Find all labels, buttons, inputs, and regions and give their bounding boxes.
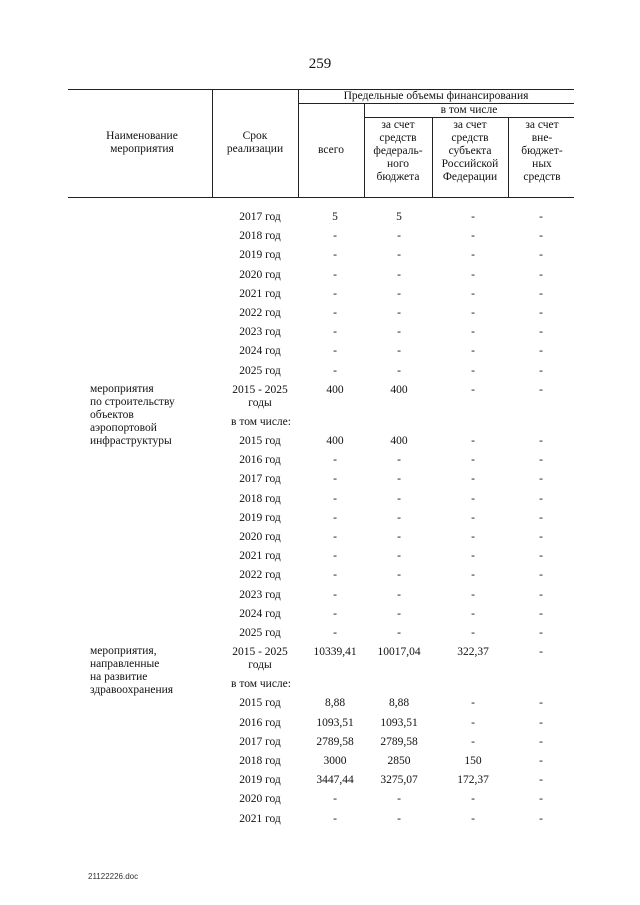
value-total: - [333, 550, 337, 563]
year-label: 2021 год [239, 812, 281, 825]
value-total: - [333, 249, 337, 262]
value-extra: - [539, 211, 543, 223]
value-extra: - [539, 268, 543, 281]
value-fed: - [397, 364, 401, 377]
value-extra: - [539, 588, 543, 601]
value-total: - [333, 607, 337, 620]
year-label: 2020 год [239, 268, 281, 281]
col-divider-fed [432, 117, 433, 197]
value-extra: - [539, 627, 543, 639]
header-period-col [214, 130, 296, 156]
measure-name-line: мероприятия, [90, 645, 157, 658]
measure-name-line: объектов [90, 408, 134, 421]
header-fed-line: средств [379, 132, 417, 144]
period-total-fed: 400 [390, 383, 408, 396]
value-extra: - [539, 345, 543, 358]
value-fed: 2789,58 [380, 735, 418, 748]
value-extra: - [539, 697, 543, 710]
value-fed: - [397, 230, 401, 243]
year-label: 2018 год [239, 755, 281, 767]
value-extra: - [539, 326, 543, 339]
value-extra: - [539, 607, 543, 620]
value-fed: - [397, 492, 401, 505]
year-label: 2018 год [239, 492, 281, 505]
value-total: - [333, 511, 337, 524]
header-fed-line: федераль- [373, 145, 423, 157]
value-fed: - [397, 249, 401, 262]
value-total: - [333, 287, 337, 300]
year-label: 2015 год [239, 697, 281, 710]
value-fed: - [397, 326, 401, 339]
value-subj: - [471, 716, 475, 729]
measure-name-line: по строительству [90, 395, 175, 408]
including-rule [364, 117, 574, 118]
value-total: 3447,44 [316, 774, 354, 787]
year-label: 2023 год [239, 588, 281, 601]
value-fed: - [397, 607, 401, 620]
value-total: 1093,51 [316, 716, 354, 729]
measure-name-line: здравоохранения [90, 684, 174, 697]
value-extra: - [539, 435, 543, 447]
header-total-col: всего [318, 144, 344, 156]
value-subj: - [471, 531, 475, 543]
value-fed: 400 [390, 435, 408, 447]
year-label: 2024 год [239, 607, 281, 620]
header-subj-line: Российской [441, 158, 499, 170]
value-fed: - [397, 627, 401, 639]
value-subj: - [471, 569, 475, 582]
year-label: 2020 год [239, 793, 281, 806]
value-total: 8,88 [324, 697, 346, 710]
year-label: 2018 год [239, 230, 281, 243]
year-label: 2020 год [239, 531, 281, 543]
value-fed: - [397, 307, 401, 319]
value-subj: 172,37 [457, 774, 489, 787]
value-total: - [333, 473, 337, 486]
document-filename: 21122226.doc [88, 872, 139, 881]
value-extra: - [539, 716, 543, 729]
value-extra: - [539, 511, 543, 524]
header-name-col [80, 130, 204, 156]
value-extra: - [539, 287, 543, 300]
value-extra: - [539, 531, 543, 543]
value-extra: - [539, 473, 543, 486]
year-label: 2021 год [239, 287, 281, 300]
value-subj: - [471, 735, 475, 748]
value-subj: - [471, 627, 475, 639]
value-subj: - [471, 249, 475, 262]
year-label: 2017 год [239, 735, 281, 748]
value-subj: - [471, 268, 475, 281]
value-extra: - [539, 755, 543, 767]
value-extra: - [539, 735, 543, 748]
header-name-line: мероприятия [110, 143, 174, 155]
value-fed: - [397, 345, 401, 358]
value-extra: - [539, 793, 543, 806]
value-fed: 2850 [387, 755, 411, 767]
year-label: 2016 год [239, 454, 281, 467]
header-limits-title: Предельные объемы финансирования [343, 90, 529, 102]
header-extra-line: за счет [525, 119, 559, 131]
header-extra-line: бюджет- [521, 145, 563, 157]
value-extra: - [539, 492, 543, 505]
value-fed: - [397, 550, 401, 563]
period-total-subj: 322,37 [457, 646, 489, 659]
header-subj-col [434, 119, 506, 184]
measure-name-line: направленные [90, 658, 160, 671]
year-label: 2016 год [239, 716, 281, 729]
value-subj: - [471, 588, 475, 601]
header-name-line: Наименование [106, 130, 178, 142]
value-total: - [333, 364, 337, 377]
value-subj: - [471, 607, 475, 620]
period-total-fed: 10017,04 [377, 646, 421, 659]
value-total: - [333, 345, 337, 358]
header-period-line: Срок [242, 130, 268, 142]
value-extra: - [539, 774, 543, 787]
measure-name-line: аэропортовой [90, 421, 157, 434]
col-divider-total [364, 103, 365, 197]
header-including: в том числе [440, 104, 498, 116]
value-fed: - [397, 511, 401, 524]
period-range-unit: годы [248, 659, 272, 672]
value-fed: - [397, 812, 401, 825]
value-fed: - [397, 454, 401, 467]
value-total: - [333, 307, 337, 319]
value-total: - [333, 793, 337, 806]
header-extra-col [510, 119, 574, 184]
year-label: 2015 год [239, 435, 281, 447]
header-extra-line: средств [523, 171, 561, 183]
measure-name [90, 645, 220, 697]
value-extra: - [539, 550, 543, 563]
value-extra: - [539, 454, 543, 467]
value-fed: - [397, 793, 401, 806]
value-subj: - [471, 697, 475, 710]
value-subj: 150 [464, 755, 482, 767]
including-label: в том числе: [231, 415, 291, 428]
value-total: - [333, 569, 337, 582]
value-total: 400 [326, 435, 344, 447]
value-subj: - [471, 326, 475, 339]
header-fed-col [366, 119, 430, 184]
value-total: 3000 [323, 755, 347, 767]
value-fed: 5 [396, 211, 402, 223]
value-extra: - [539, 569, 543, 582]
page-number: 259 [308, 56, 332, 72]
period-total-total: 10339,41 [313, 646, 357, 659]
value-total: - [333, 454, 337, 467]
value-fed: - [397, 531, 401, 543]
value-subj: - [471, 364, 475, 377]
year-label: 2017 год [239, 473, 281, 486]
value-fed: - [397, 473, 401, 486]
measure-name-line: на развитие [90, 671, 148, 684]
value-fed: - [397, 569, 401, 582]
period-range-unit: годы [248, 396, 272, 409]
header-extra-line: ных [532, 158, 552, 170]
header-fed-line: за счет [381, 119, 415, 131]
year-label: 2021 год [239, 550, 281, 563]
period-range: 2015 - 2025 [232, 383, 288, 396]
header-period-line: реализации [226, 143, 284, 155]
value-fed: 3275,07 [380, 774, 418, 787]
including-label: в том числе: [231, 678, 291, 691]
value-total: - [333, 230, 337, 243]
value-total: - [333, 812, 337, 825]
value-subj: - [471, 287, 475, 300]
value-total: 5 [332, 211, 338, 223]
value-extra: - [539, 230, 543, 243]
value-total: 2789,58 [316, 735, 354, 748]
header-fed-line: ного [386, 158, 410, 170]
measure-name-line: мероприятия [90, 382, 154, 395]
value-total: - [333, 627, 337, 639]
value-subj: - [471, 454, 475, 467]
value-subj: - [471, 473, 475, 486]
value-subj: - [471, 812, 475, 825]
period-total-extra: - [539, 646, 543, 659]
value-subj: - [471, 307, 475, 319]
value-subj: - [471, 511, 475, 524]
header-extra-line: вне- [531, 132, 553, 144]
period-total-subj: - [471, 383, 475, 396]
value-extra: - [539, 364, 543, 377]
value-fed: 8,88 [388, 697, 410, 710]
year-label: 2024 год [239, 345, 281, 358]
year-label: 2019 год [239, 774, 281, 787]
value-extra: - [539, 249, 543, 262]
period-total-total: 400 [326, 383, 344, 396]
value-subj: - [471, 550, 475, 563]
period-total-extra: - [539, 383, 543, 396]
year-label: 2025 год [239, 627, 281, 639]
measure-name-line: инфраструктуры [90, 434, 172, 447]
year-label: 2025 год [239, 364, 281, 377]
value-subj: - [471, 793, 475, 806]
period-range: 2015 - 2025 [232, 646, 288, 659]
year-label: 2022 год [239, 569, 281, 582]
measure-name [90, 383, 220, 448]
value-subj: - [471, 230, 475, 243]
value-extra: - [539, 307, 543, 319]
value-fed: - [397, 268, 401, 281]
year-label: 2022 год [239, 307, 281, 319]
value-subj: - [471, 345, 475, 358]
value-total: - [333, 588, 337, 601]
col-divider-period [298, 89, 299, 197]
header-subj-line: Федерации [442, 171, 498, 183]
year-label: 2023 год [239, 326, 281, 339]
header-subj-line: средств [451, 132, 489, 144]
year-label: 2017 год [239, 211, 281, 223]
col-divider-name [212, 89, 213, 197]
value-subj: - [471, 435, 475, 447]
value-subj: - [471, 211, 475, 223]
header-bottom-rule [68, 197, 574, 198]
value-fed: 1093,51 [380, 716, 418, 729]
col-divider-subj [508, 117, 509, 197]
value-total: - [333, 326, 337, 339]
header-subj-line: субъекта [448, 145, 492, 157]
value-subj: - [471, 492, 475, 505]
header-subj-line: за счет [453, 119, 487, 131]
value-total: - [333, 531, 337, 543]
value-extra: - [539, 812, 543, 825]
year-label: 2019 год [239, 511, 281, 524]
value-fed: - [397, 287, 401, 300]
value-total: - [333, 268, 337, 281]
value-total: - [333, 492, 337, 505]
year-label: 2019 год [239, 249, 281, 262]
header-fed-line: бюджета [376, 171, 420, 183]
value-fed: - [397, 588, 401, 601]
